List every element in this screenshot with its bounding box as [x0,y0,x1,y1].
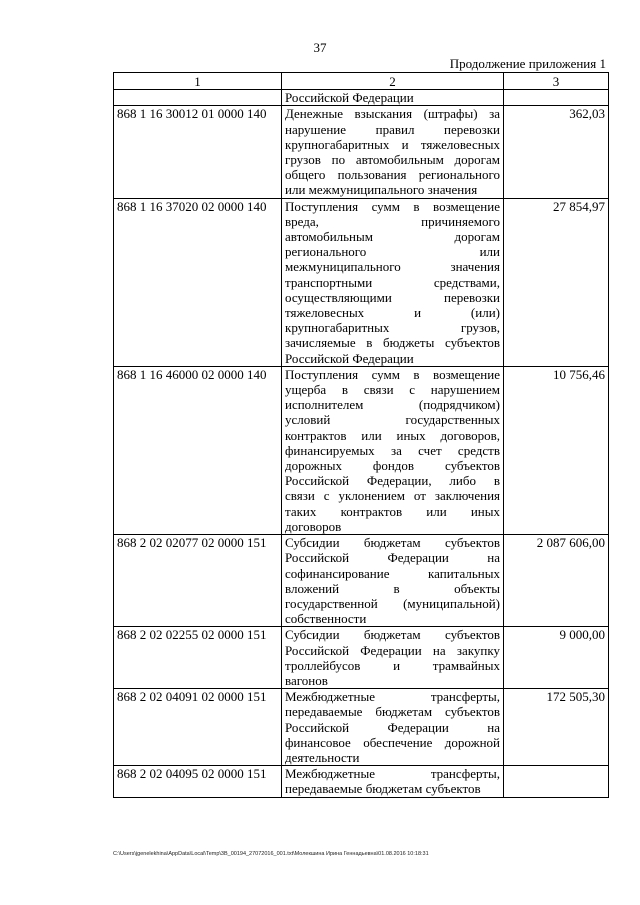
amount-cell: 362,03 [504,106,609,198]
amount-cell [504,90,609,106]
description-line: грузов по автомобильным дорогам [285,152,500,168]
continuation-caption: Продолжение приложения 1 [449,56,606,71]
description-line: Субсидии бюджетам субъектов [285,535,500,551]
description-line: таких контрактов или иных [285,503,500,519]
description-line: осуществляющими перевозки [285,289,500,305]
description-line: вреда, причиняемого [285,213,500,229]
appendix-table [113,72,609,798]
table-body [114,73,609,798]
table-row [114,766,609,797]
description-line: передаваемые бюджетам субъектов [285,704,500,720]
description-cell [282,766,504,797]
description-line: Денежные взыскания (штрафы) за [285,106,500,122]
description-line: исполнителем (подрядчиком) [285,397,500,413]
amount-cell: 10 756,46 [504,366,609,534]
description-line: дорожных фондов субъектов [285,458,500,474]
description-line: условий государственных [285,412,500,428]
description-line: Российской Федерации на [285,550,500,566]
description-line: регионального или [285,244,500,260]
description-line: финансовое обеспечение дорожной [285,734,500,750]
table-row [114,689,609,766]
description-line: Российской Федерации [285,90,414,106]
description-line: вложений в объекты [285,580,500,596]
description-cell [282,366,504,534]
description-line: зачисляемые в бюджеты субъектов [285,335,500,351]
description-line: Поступления сумм в возмещение [285,198,500,214]
amount-cell: 9 000,00 [504,627,609,689]
description-line: или межмуниципального значения [285,182,478,198]
budget-code-cell: 868 1 16 46000 02 0000 140 [114,366,282,534]
description-line: транспортными средствами, [285,274,500,290]
table-row [114,366,609,534]
description-line: Субсидии бюджетам субъектов [285,627,500,643]
description-line: ущерба в связи с нарушением [285,382,500,398]
budget-code-cell: 868 2 02 02255 02 0000 151 [114,627,282,689]
description-line: софинансирование капитальных [285,565,500,581]
budget-code-cell [114,90,282,106]
description-cell [282,90,504,106]
description-line: договоров [285,518,342,534]
description-line: собственности [285,611,367,627]
description-line: автомобильным дорогам [285,229,500,245]
description-line: нарушение правил перевозки [285,121,500,137]
description-cell [282,627,504,689]
budget-code-cell: 868 2 02 02077 02 0000 151 [114,535,282,627]
column-header: 2 [282,73,504,90]
table-row [114,90,609,106]
page-number: 37 [313,40,327,55]
description-line: передаваемые бюджетам субъектов [285,781,481,797]
table-row [114,198,609,366]
description-line: Поступления сумм в возмещение [285,366,500,382]
table-row [114,535,609,627]
description-line: Межбюджетные трансферты, [285,689,500,705]
table-row [114,627,609,689]
column-header: 3 [504,73,609,90]
description-line: контрактов или иных договоров, [285,427,500,443]
description-line: крупногабаритных и тяжеловесных [285,136,500,152]
description-line: вагонов [285,672,328,688]
description-line: межмуниципального значения [285,259,500,275]
amount-cell [504,766,609,797]
amount-cell: 172 505,30 [504,689,609,766]
description-line: деятельности [285,749,360,765]
description-line: Российской Федерации на [285,719,500,735]
description-line: Российской Федерации на закупку [285,642,500,658]
description-line: Российской Федерации, либо в [285,473,500,489]
description-cell [282,198,504,366]
description-line: государственной (муниципальной) [285,595,500,611]
table-header-row [114,73,609,90]
description-line: связи с уклонением от заключения [285,488,500,504]
budget-code-cell: 868 2 02 04091 02 0000 151 [114,689,282,766]
amount-cell: 2 087 606,00 [504,535,609,627]
amount-cell: 27 854,97 [504,198,609,366]
budget-code-cell: 868 1 16 37020 02 0000 140 [114,198,282,366]
description-cell [282,689,504,766]
table-row [114,106,609,198]
description-line: финансируемых за счет средств [285,442,500,458]
description-line: Межбюджетные трансферты, [285,766,500,782]
description-line: Российской Федерации [285,350,414,366]
description-cell [282,535,504,627]
file-path-footer: C:\Users\jgenelekhina\AppData\Local\Temp\3B_00194_27072016_001.txt\Молекшина Ирина Геннадьевна\01.08.2016 10:18:31 [113,851,429,857]
description-cell [282,106,504,198]
budget-code-cell: 868 2 02 04095 02 0000 151 [114,766,282,797]
budget-code-cell: 868 1 16 30012 01 0000 140 [114,106,282,198]
description-line: крупногабаритных грузов, [285,320,500,336]
column-header: 1 [114,73,282,90]
description-line: общего пользования регионального [285,167,500,183]
description-line: троллейбусов и трамвайных [285,657,500,673]
description-line: тяжеловесных и (или) [285,305,500,321]
